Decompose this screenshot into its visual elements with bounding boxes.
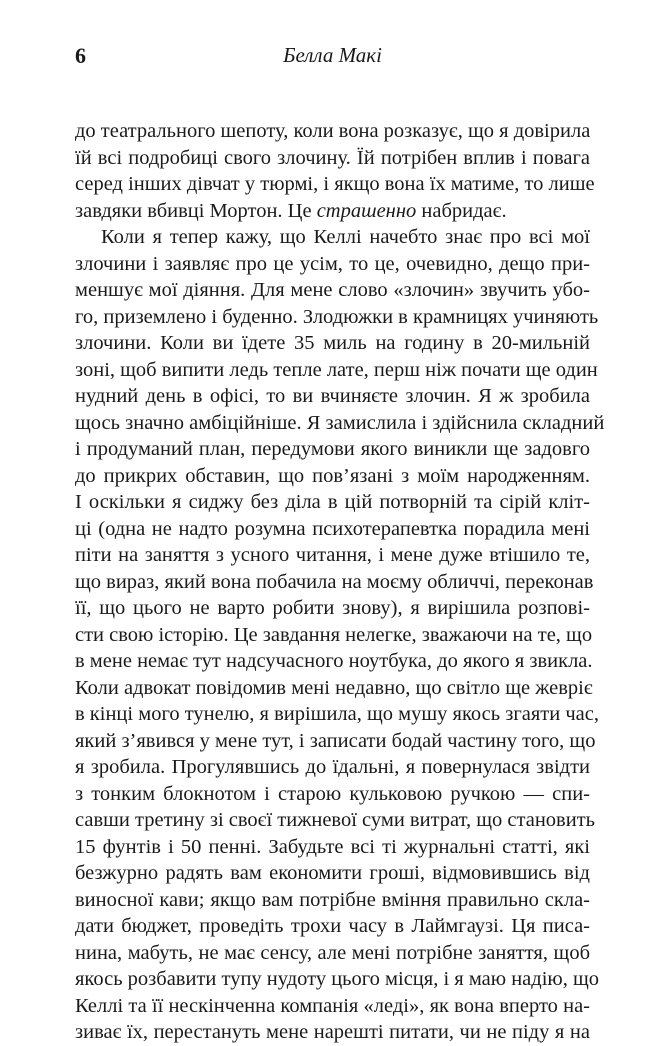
text-line: Келлі та її нескінченна компанія «леді», як вона вперто на- bbox=[75, 994, 590, 1017]
text-line: Коли я тепер кажу, що Келлі начебто знає про всі мої bbox=[101, 226, 590, 248]
text-line: якось розбавити тупу нудоту цього місця, і я маю надію, що bbox=[75, 968, 600, 990]
text-line: в мене немає тут надсучасного ноутбука, до якого я звикла. bbox=[75, 650, 593, 672]
text-line: нудний день в офісі, то ви вчиняєте злочин. Я ж зробила bbox=[75, 385, 590, 407]
text-line: її, що цього не варто робити знову), я вирішила розпові- bbox=[75, 597, 590, 619]
text-line: виносної кави; якщо вам потрібне вміння правильно скла- bbox=[75, 888, 590, 911]
text-line: злочини і заявляє про це усім, то це, очевидно, дещо при- bbox=[75, 252, 590, 275]
running-title: Белла Макі bbox=[283, 43, 382, 67]
body-text bbox=[75, 118, 605, 1046]
text-line: сти свою історію. Це завдання нелегке, зважаючи на те, що bbox=[75, 623, 593, 646]
paragraph-2 bbox=[75, 224, 605, 1046]
text-line: їй всі подробиці свого злочину. Їй потрібен вплив і повага bbox=[75, 146, 590, 169]
text-line: який з’явився у мене тут, і записати бодай частину того, що bbox=[75, 729, 596, 752]
text-line: нина, мабуть, не має сенсу, але мені потрібне заняття, щоб bbox=[75, 941, 590, 964]
text-line: в кінці мого тунелю, я вирішила, що мушу якось згаяти час, bbox=[75, 703, 599, 725]
text-line: 15 фунтів і 50 пенні. Забудьте всі ті журнальні статті, які bbox=[75, 835, 590, 858]
page-number: 6 bbox=[75, 43, 86, 68]
text-line: що вираз, який вона побачила на моєму обличчі, переконав bbox=[75, 570, 594, 593]
text-line: з тонким блокнотом і старою кульковою ручкою — спи- bbox=[75, 782, 590, 805]
emphasis-word: страшенно bbox=[316, 199, 417, 222]
text-line: Коли адвокат повідомив мені недавно, що світло ще жевріє bbox=[75, 676, 593, 699]
running-head bbox=[75, 43, 590, 69]
text-line: І оскільки я сиджу без діла в цій потворній та сірій кліт- bbox=[75, 491, 590, 513]
text-line: я зробила. Прогулявшись до їдальні, я повернулася звідти bbox=[75, 756, 590, 778]
text-line: дати бюджет, проведіть трохи часу в Лаймгаузі. Ця писа- bbox=[75, 915, 590, 937]
text-line: савши третину зі своєї тижневої суми витрат, що становить bbox=[75, 809, 596, 831]
text-line: го, приземлено і буденно. Злодюжки в крамницях учиняють bbox=[75, 305, 599, 328]
text-line: ці (одна не надто розумна психотерапевтка порадила мені bbox=[75, 517, 590, 540]
text-run: завдяки вбивці Мортон. Це bbox=[75, 199, 317, 222]
text-line: серед інших дівчат у тюрмі, і якщо вона їх матиме, то лише bbox=[75, 173, 595, 195]
text-line bbox=[75, 198, 590, 225]
text-line: до театрального шепоту, коли вона розказує, що я довірила bbox=[75, 120, 591, 142]
text-line: безжурно радять вам економити гроші, відмовившись від bbox=[75, 862, 590, 884]
paragraph-1 bbox=[75, 118, 595, 224]
text-line: і продуманий план, передумови якого виникли ще задовго bbox=[75, 438, 590, 460]
text-line: меншує мої діяння. Для мене слово «злочин» звучить убо- bbox=[75, 279, 590, 301]
text-line: зиває їх, перестануть мене нарешті питати, чи не піду я на bbox=[75, 1021, 590, 1043]
text-line: злочини. Коли ви їдете 35 миль на годину в 20-мильній bbox=[75, 332, 590, 354]
text-line: щось значно амбіційніше. Я замислила і здійснила складний bbox=[75, 411, 605, 434]
text-line: до прикрих обставин, що пов’язані з моїм народженням. bbox=[75, 464, 590, 487]
text-line: зоні, щоб випити ледь тепле лате, перш ніж почати ще один bbox=[75, 358, 598, 381]
text-run: набридає. bbox=[416, 199, 507, 222]
text-line: піти на заняття з усного читання, і мене дуже втішило те, bbox=[75, 544, 590, 566]
